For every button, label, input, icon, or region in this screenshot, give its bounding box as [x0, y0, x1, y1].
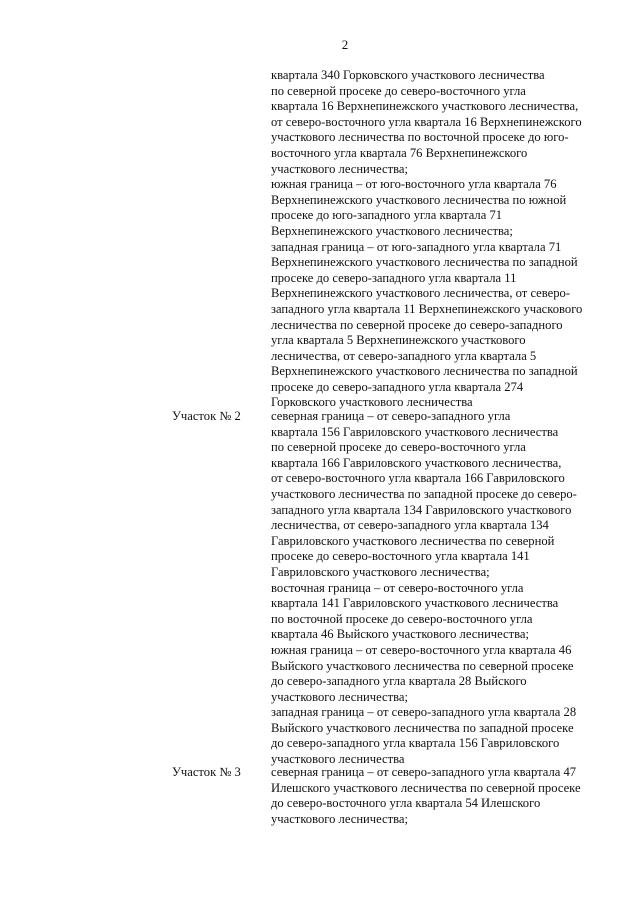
- text-line: до северо-восточного угла квартала 54 Илешского: [271, 796, 541, 811]
- text-line: участкового лесничества: [271, 752, 405, 767]
- text-line: от северо-восточного угла квартала 16 Верхнепинежского: [271, 114, 582, 129]
- text-line: участкового лесничества по восточной просеке до юго-: [271, 130, 569, 145]
- text-line: квартала 16 Верхнепинежского участкового лесничества,: [271, 99, 579, 114]
- text-line: по северной просеке до северо-восточного угла: [271, 83, 526, 98]
- text-line: Выйского участкового лесничества по северной просеке: [271, 658, 574, 673]
- section-text: [271, 68, 631, 411]
- section-text: [271, 409, 631, 768]
- text-line: участкового лесничества;: [271, 161, 408, 176]
- text-line: Горковского участкового лесничества: [271, 395, 473, 410]
- text-line: западного угла квартала 134 Гавриловского участкового: [271, 502, 572, 517]
- section-text: [271, 765, 631, 827]
- text-line: западного угла квартала 11 Верхнепинежского учаскового: [271, 301, 583, 316]
- text-line: Гавриловского участкового лесничества;: [271, 564, 490, 579]
- text-line: по восточной просеке до северо-восточного угла: [271, 611, 533, 626]
- text-line: участкового лесничества;: [271, 811, 408, 826]
- text-line: участкового лесничества;: [271, 689, 408, 704]
- text-line: квартала 141 Гавриловского участкового лесничества: [271, 596, 559, 611]
- text-line: Верхнепинежского участкового лесничества, от северо-: [271, 286, 571, 301]
- text-line: просеке до юго-западного угла квартала 71: [271, 208, 503, 223]
- text-line: западная граница – от северо-западного угла квартала 28: [271, 705, 577, 720]
- text-line: по северной просеке до северо-восточного угла: [271, 440, 526, 455]
- text-line: восточная граница – от северо-восточного угла: [271, 580, 524, 595]
- text-line: Верхнепинежского участкового лесничества по западной: [271, 255, 578, 270]
- text-line: Выйского участкового лесничества по западной просеке: [271, 720, 574, 735]
- section-label: Участок № 3: [172, 765, 241, 779]
- text-line: западная граница – от юго-западного угла квартала 71: [271, 239, 562, 254]
- text-line: просеке до северо-западного угла квартала 274: [271, 379, 524, 394]
- text-line: Верхнепинежского участкового лесничества по южной: [271, 192, 567, 207]
- text-line: участкового лесничества по западной просеке до северо-: [271, 486, 577, 501]
- text-line: просеке до северо-западного угла квартала 11: [271, 270, 517, 285]
- text-line: квартала 166 Гавриловского участкового лесничества,: [271, 455, 562, 470]
- text-line: квартала 156 Гавриловского участкового лесничества: [271, 424, 559, 439]
- text-line: квартала 46 Выйского участкового лесничества;: [271, 627, 530, 642]
- text-line: до северо-западного угла квартала 156 Гавриловского: [271, 736, 560, 751]
- page-number: 2: [341, 37, 349, 52]
- text-line: лесничества, от северо-западного угла квартала 5: [271, 348, 537, 363]
- section-label: Участок № 2: [172, 409, 241, 423]
- text-line: Гавриловского участкового лесничества по северной: [271, 533, 555, 548]
- text-line: южная граница – от юго-восточного угла квартала 76: [271, 177, 557, 192]
- text-line: лесничества по северной просеке до северо-западного: [271, 317, 563, 332]
- text-line: Илешского участкового лесничества по северной просеке: [271, 780, 581, 795]
- text-line: квартала 340 Горковского участкового лесничества: [271, 68, 545, 82]
- text-line: до северо-западного угла квартала 28 Выйского: [271, 674, 527, 689]
- text-line: лесничества, от северо-западного угла квартала 134: [271, 518, 549, 533]
- text-line: восточного угла квартала 76 Верхнепинежского: [271, 145, 528, 160]
- text-line: от северо-восточного угла квартала 166 Гавриловского: [271, 471, 565, 486]
- text-line: северная граница – от северо-западного угла квартала 47: [271, 765, 577, 779]
- text-line: Верхнепинежского участкового лесничества по западной: [271, 364, 578, 379]
- text-line: Верхнепинежского участкового лесничества;: [271, 223, 513, 238]
- text-line: северная граница – от северо-западного угла: [271, 409, 511, 423]
- text-line: угла квартала 5 Верхнепинежского участкового: [271, 333, 526, 348]
- text-line: южная граница – от северо-восточного угла квартала 46: [271, 642, 572, 657]
- text-line: просеке до северо-восточного угла квартала 141: [271, 549, 530, 564]
